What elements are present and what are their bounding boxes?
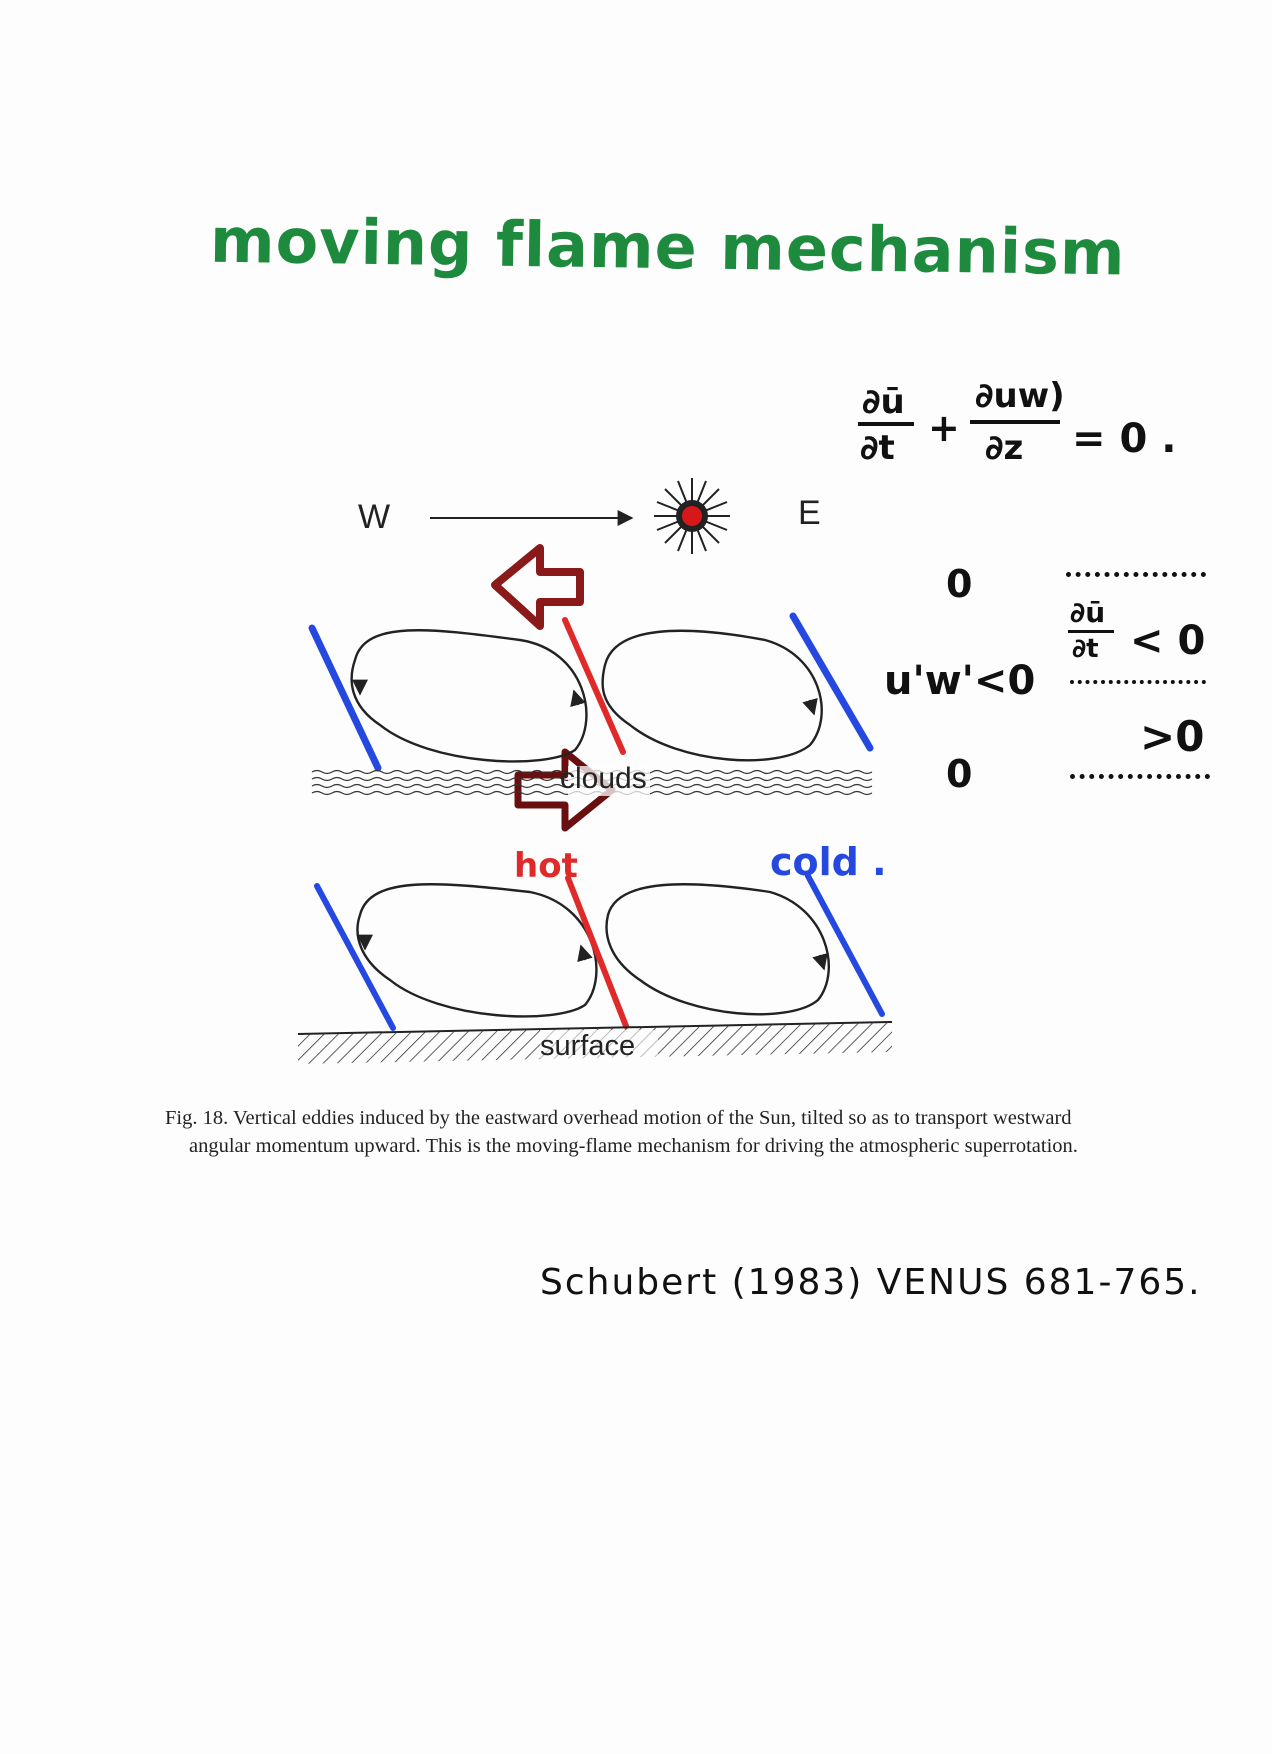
upper-eddy-left bbox=[352, 630, 587, 761]
figure-caption: Fig. 18. Vertical eddies induced by the eastward overhead motion of the Sun, tilted so as to transport westward angular momentum upward. This is the moving-flame mechanism for driving the atmospheric superrotation. bbox=[165, 1107, 1078, 1157]
lower-eddy-left bbox=[358, 884, 597, 1016]
upper-hot-bar bbox=[565, 620, 623, 752]
handwritten-reference: Schubert (1983) VENUS 681-765. bbox=[540, 1262, 1202, 1303]
tendency-bar bbox=[1068, 630, 1114, 633]
page-title: moving flame mechanism bbox=[209, 203, 1127, 290]
lower-cold-bar-left bbox=[317, 886, 393, 1028]
lower-cold-bar-right bbox=[808, 876, 882, 1014]
dotted-line-top bbox=[1066, 572, 1206, 577]
eq-term1-den: ∂t bbox=[860, 428, 895, 468]
dotted-line-bottom bbox=[1070, 774, 1210, 779]
flux-term: u'w'<0 bbox=[884, 658, 1036, 704]
west-label: W bbox=[358, 498, 391, 536]
eq-term1-num: ∂ū bbox=[862, 382, 905, 422]
eq-term2-num: ∂uw) bbox=[975, 376, 1065, 416]
eq-term2-den: ∂z bbox=[985, 428, 1024, 468]
eq-plus: + bbox=[928, 406, 960, 450]
sun-icon bbox=[654, 478, 730, 554]
tendency-den: ∂t bbox=[1072, 634, 1099, 664]
eq-term1-bar bbox=[858, 422, 914, 426]
lower-eddy-right bbox=[607, 884, 829, 1014]
tendency-num: ∂ū bbox=[1070, 596, 1106, 629]
east-label: E bbox=[798, 494, 821, 532]
cold-label: cold . bbox=[770, 840, 887, 884]
westward-momentum-arrow bbox=[495, 548, 580, 626]
gt-zero: >0 bbox=[1140, 712, 1205, 761]
zero-bottom: 0 bbox=[946, 752, 973, 796]
upper-eddy-right bbox=[603, 631, 822, 761]
clouds-label: clouds bbox=[560, 762, 647, 795]
surface-label: surface bbox=[540, 1030, 636, 1062]
lt-zero: < 0 bbox=[1130, 618, 1206, 664]
eq-equals: = 0 . bbox=[1072, 416, 1177, 462]
dotted-line-middle bbox=[1070, 680, 1206, 684]
eq-term2-bar bbox=[970, 420, 1060, 424]
zero-top: 0 bbox=[946, 562, 973, 606]
upper-cold-bar-left bbox=[312, 628, 378, 768]
hot-label: hot bbox=[514, 846, 578, 886]
upper-cold-bar-right bbox=[793, 616, 870, 748]
